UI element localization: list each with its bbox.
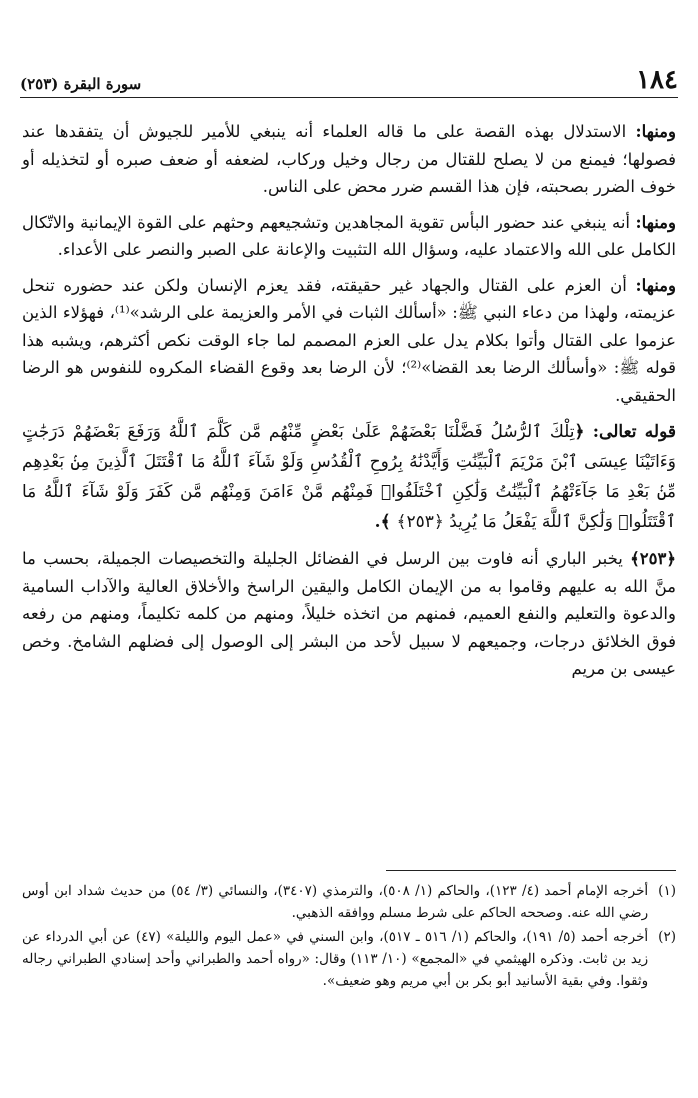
paragraph [22,272,676,410]
surah-title: سورة البقرة (٢٥٣) [20,75,142,93]
footnote-divider [386,870,676,871]
commentary-paragraph [22,545,676,683]
paragraph-text: أن العزم على القتال والجهاد غير حقيقته، فقد يعزم الإنسان ولكن عند حضوره تنحل عزيمته، ولهذا من دعاء النبي ﷺ: «أسألك الثبات في الأمر والعزيمة على الرشد»⁽¹⁾، فهؤلاء الذين عزموا على القتال وأتوا بكلام يدل على العزم المصمم لما جاء الوقت نكص أكثرهم، ويشبه هذا قوله ﷺ: «وأسألك الرضا بعد القضا»⁽²⁾؛ لأن الرضا بعد وقوع القضاء المكروه للنفوس هو الرضا الحقيقي. [22,275,677,405]
paragraph [22,209,676,264]
page-number: ١٨٤ [636,65,678,95]
paragraph-lead: ومنها: [635,122,676,141]
main-text [22,118,676,691]
verse-close: ﴾. [374,512,397,532]
paragraph-lead: ومنها: [635,212,676,232]
verse-lead: قوله تعالى: ﴿ [574,422,676,442]
paragraph [22,118,676,201]
quran-verse [22,417,676,537]
page-header [20,64,678,98]
footnote-number: (١) [658,883,676,899]
footnotes [22,880,676,994]
footnote-text: أخرجه الإمام أحمد (٤/ ١٢٣)، والحاكم (١/ ٥٠٨)، والترمذي (٣٤٠٧)، والنسائي (٣/ ٥٤) من حديث شداد ابن أوس رضي الله عنه. وصححه الحاكم على شرط مسلم ووافقه الذهبي. [22,883,649,921]
footnote-text: أخرجه أحمد (٥/ ١٩١)، والحاكم (١/ ٥١٦ ـ ٥١٧)، وابن السني في «عمل اليوم والليلة» (٤٧) عن أبي الدرداء عن زيد بن ثابت. وذكره الهيثمي في «المجمع» (١٠/ ١١٣) وقال: «رواه أحمد والطبراني وأحد إسنادي الطبراني رجاله وثقوا. وفي بقية الأسانيد أبو بكر بن أبي مريم وهو ضعيف». [22,929,649,989]
footnote-number: (٢) [658,929,676,945]
verse-text: تِلْكَ ٱلرُّسُلُ فَضَّلْنَا بَعْضَهُمْ عَلَىٰ بَعْضٍ مِّنْهُم مَّن كَلَّمَ ٱللَّهُ وَرَفَعَ بَعْضَهُمْ دَرَجَٰتٍ وَءَاتَيْنَا عِيسَى ٱبْنَ مَرْيَمَ ٱلْبَيِّنَٰتِ وَأَيَّدْنَٰهُ بِرُوحِ ٱلْقُدُسِ وَلَوْ شَآءَ ٱللَّهُ مَا ٱقْتَتَلَ ٱلَّذِينَ مِنۢ بَعْدِهِم مِّنۢ بَعْدِ مَا جَآءَتْهُمُ ٱلْبَيِّنَٰتُ وَلَٰكِنِ ٱخْتَلَفُوا۟ فَمِنْهُم مَّنْ ءَامَنَ وَمِنْهُم مَّن كَفَرَ وَلَوْ شَآءَ ٱللَّهُ مَا ٱقْتَتَلُوا۟ وَلَٰكِنَّ ٱللَّهَ يَفْعَلُ مَا يُرِيدُ ﴿٢٥٣﴾ [22,422,676,532]
verse-number-marker: ﴿٢٥٣﴾ [630,549,676,568]
paragraph-text: أنه ينبغي عند حضور البأس تقوية المجاهدين وتشجيعهم وحثهم على القوة الإيمانية والاتّكال الكامل على الله والاعتماد عليه، وسؤال الله التثبيت والإعانة على الصبر والنصر على الأعداء. [22,212,676,259]
paragraph-text: الاستدلال بهذه القصة على ما قاله العلماء أنه ينبغي للأمير للجيوش أن يتفقدها عند فصولها؛ فيمنع من لا يصلح للقتال من رجال وخيل وركاب، لضعفه أو ضعف صبره أو لتخذيله أو خوف الضرر بصحبته، فإن هذا القسم ضرر محض على الناس. [22,122,676,196]
paragraph-lead: ومنها: [635,275,676,295]
footnote [22,926,676,992]
footnote [22,880,676,924]
commentary-text: يخبر الباري أنه فاوت بين الرسل في الفضائل الجليلة والتخصيصات الجميلة، بحسب ما منَّ الله به عليهم وقاموا به من الإيمان الكامل واليقين الراسخ والأخلاق العالية والآداب السامية والدعوة والتعليم والنفع العميم، فمنهم من اتخذه خليلاً، ومنهم من كلمه تكليماً، ومنهم من رفعه فوق الخلائق درجات، وجميعهم لا سبيل لأحد من البشر إلى الوصول إلى فضلهم الشامخ. وخص عيسى بن مريم [22,549,676,678]
